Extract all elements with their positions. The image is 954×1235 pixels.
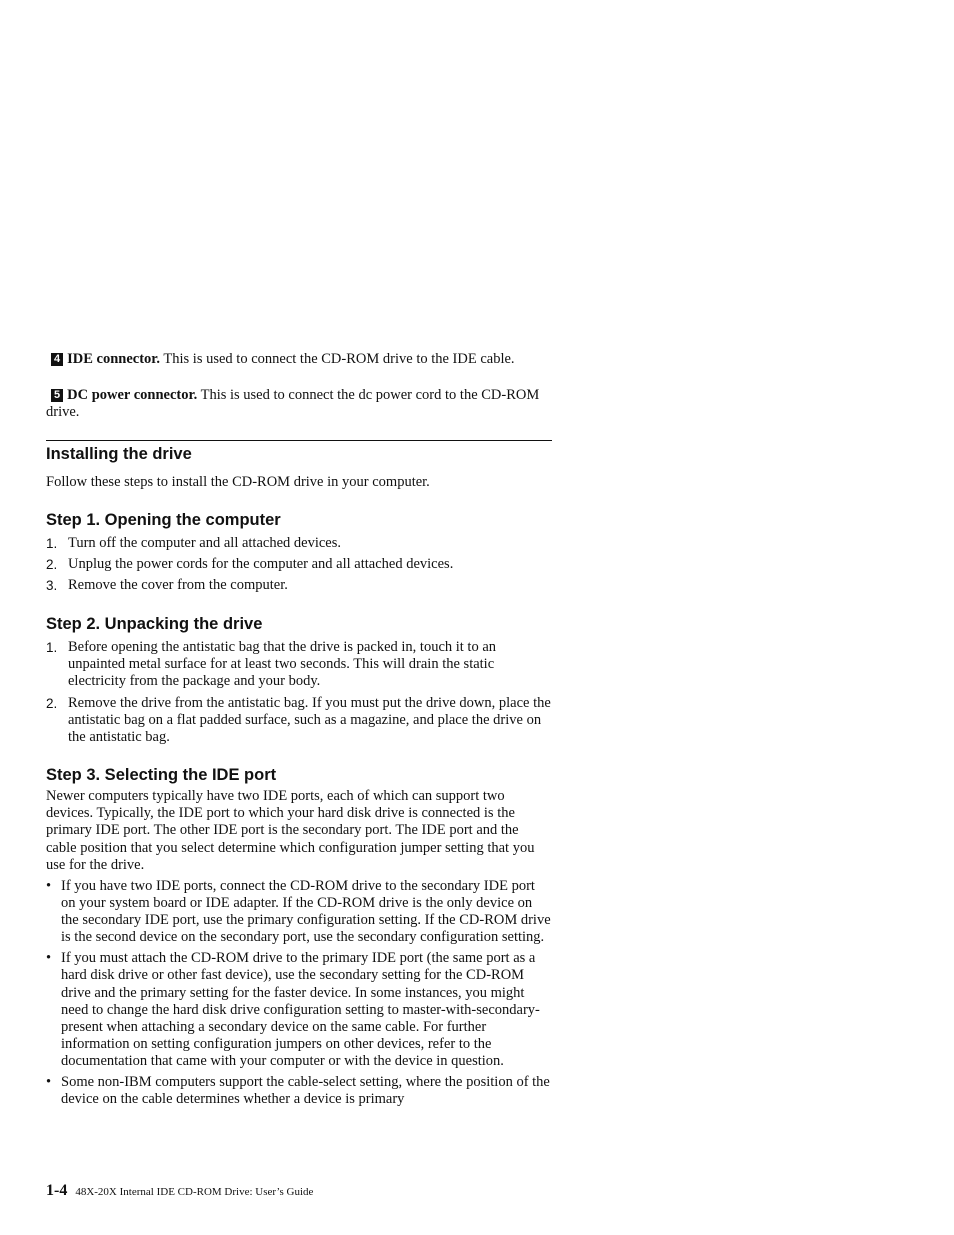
list-item	[46, 535, 552, 552]
list-item	[46, 577, 552, 594]
callout-term: DC power connector.	[67, 387, 198, 403]
callout-number-badge: 5	[51, 389, 63, 402]
bullet-mark: •	[46, 1074, 52, 1091]
callout-text: This is used to connect the CD-ROM drive to the IDE cable.	[163, 351, 515, 367]
item-text: Turn off the computer and all attached devices.	[68, 535, 342, 551]
bullet-mark: •	[46, 950, 52, 967]
item-text: If you must attach the CD-ROM drive to the primary IDE port (the same port as a hard disk drive or other fast device), use the secondary setting for the CD-ROM drive and the primary setting for the faster device. In some instances, you might need to change the hard disk drive configuration setting to master-with-secondary-present when attaching a secondary device on the same cable. For further information on setting configuration jumpers on other devices, refer to the documentation that came with your computer or with the device in question.	[61, 950, 540, 1069]
page-footer	[46, 1181, 313, 1202]
step3-bullets	[46, 878, 552, 1112]
callout-number-badge: 4	[51, 353, 63, 366]
item-text: If you have two IDE ports, connect the CD-ROM drive to the secondary IDE port on your system board or IDE adapter. If the CD-ROM drive is the only device on the secondary IDE port, use the primary configuration setting. If the CD-ROM drive is the second device on the secondary port, use the secondary configuration setting.	[61, 878, 551, 946]
footer-title: 48X-20X Internal IDE CD-ROM Drive: User’s Guide	[75, 1186, 314, 1198]
section-divider	[46, 440, 552, 441]
callout-term: IDE connector.	[67, 351, 161, 367]
item-number: 2.	[46, 695, 58, 711]
step2-title: Step 2. Unpacking the drive	[46, 615, 263, 633]
bullet-mark: •	[46, 878, 52, 894]
item-number: 3.	[46, 578, 58, 594]
step3-title: Step 3. Selecting the IDE port	[46, 766, 277, 784]
step2-list	[46, 639, 552, 750]
item-number: 1.	[46, 640, 58, 655]
callout-dc-power-connector	[46, 387, 552, 421]
step1-list	[46, 535, 552, 599]
list-item	[46, 878, 552, 946]
step3-intro: Newer computers typically have two IDE ports, each of which can support two devices. Typically, the IDE port to which your hard disk drive is connected is the primary IDE port. The other IDE port is the secondary port. The IDE port and the cable position that you select determine which configuration jumper setting that you use for the drive.	[46, 788, 535, 873]
section-intro: Follow these steps to install the CD-ROM drive in your computer.	[46, 474, 430, 490]
item-text: Remove the cover from the computer.	[68, 577, 288, 594]
item-text: Before opening the antistatic bag that the drive is packed in, touch it to an unpainted metal surface for at least two seconds. This will drain the static electricity from the package and your body.	[68, 639, 497, 690]
item-text: Remove the drive from the antistatic bag. If you must put the drive down, place the antistatic bag on a flat padded surface, such as a magazine, and place the drive on the antistatic bag.	[68, 694, 551, 746]
item-text: Unplug the power cords for the computer and all attached devices.	[68, 556, 454, 573]
section-title: Installing the drive	[46, 445, 192, 463]
step1-title: Step 1. Opening the computer	[46, 511, 281, 529]
callout-ide-connector	[46, 351, 552, 368]
list-item	[46, 556, 552, 573]
list-item	[46, 950, 552, 1070]
callout-text: This is used to connect the dc power cord to the CD-ROM drive.	[46, 387, 540, 420]
item-text: Some non-IBM computers support the cable-select setting, where the position of the device on the cable determines whether a device is primary	[61, 1074, 550, 1108]
item-number: 2.	[46, 557, 58, 573]
list-item	[46, 639, 552, 691]
list-item	[46, 695, 552, 747]
item-number: 1.	[46, 536, 58, 551]
page-number: 1-4	[46, 1182, 68, 1199]
list-item	[46, 1074, 552, 1108]
